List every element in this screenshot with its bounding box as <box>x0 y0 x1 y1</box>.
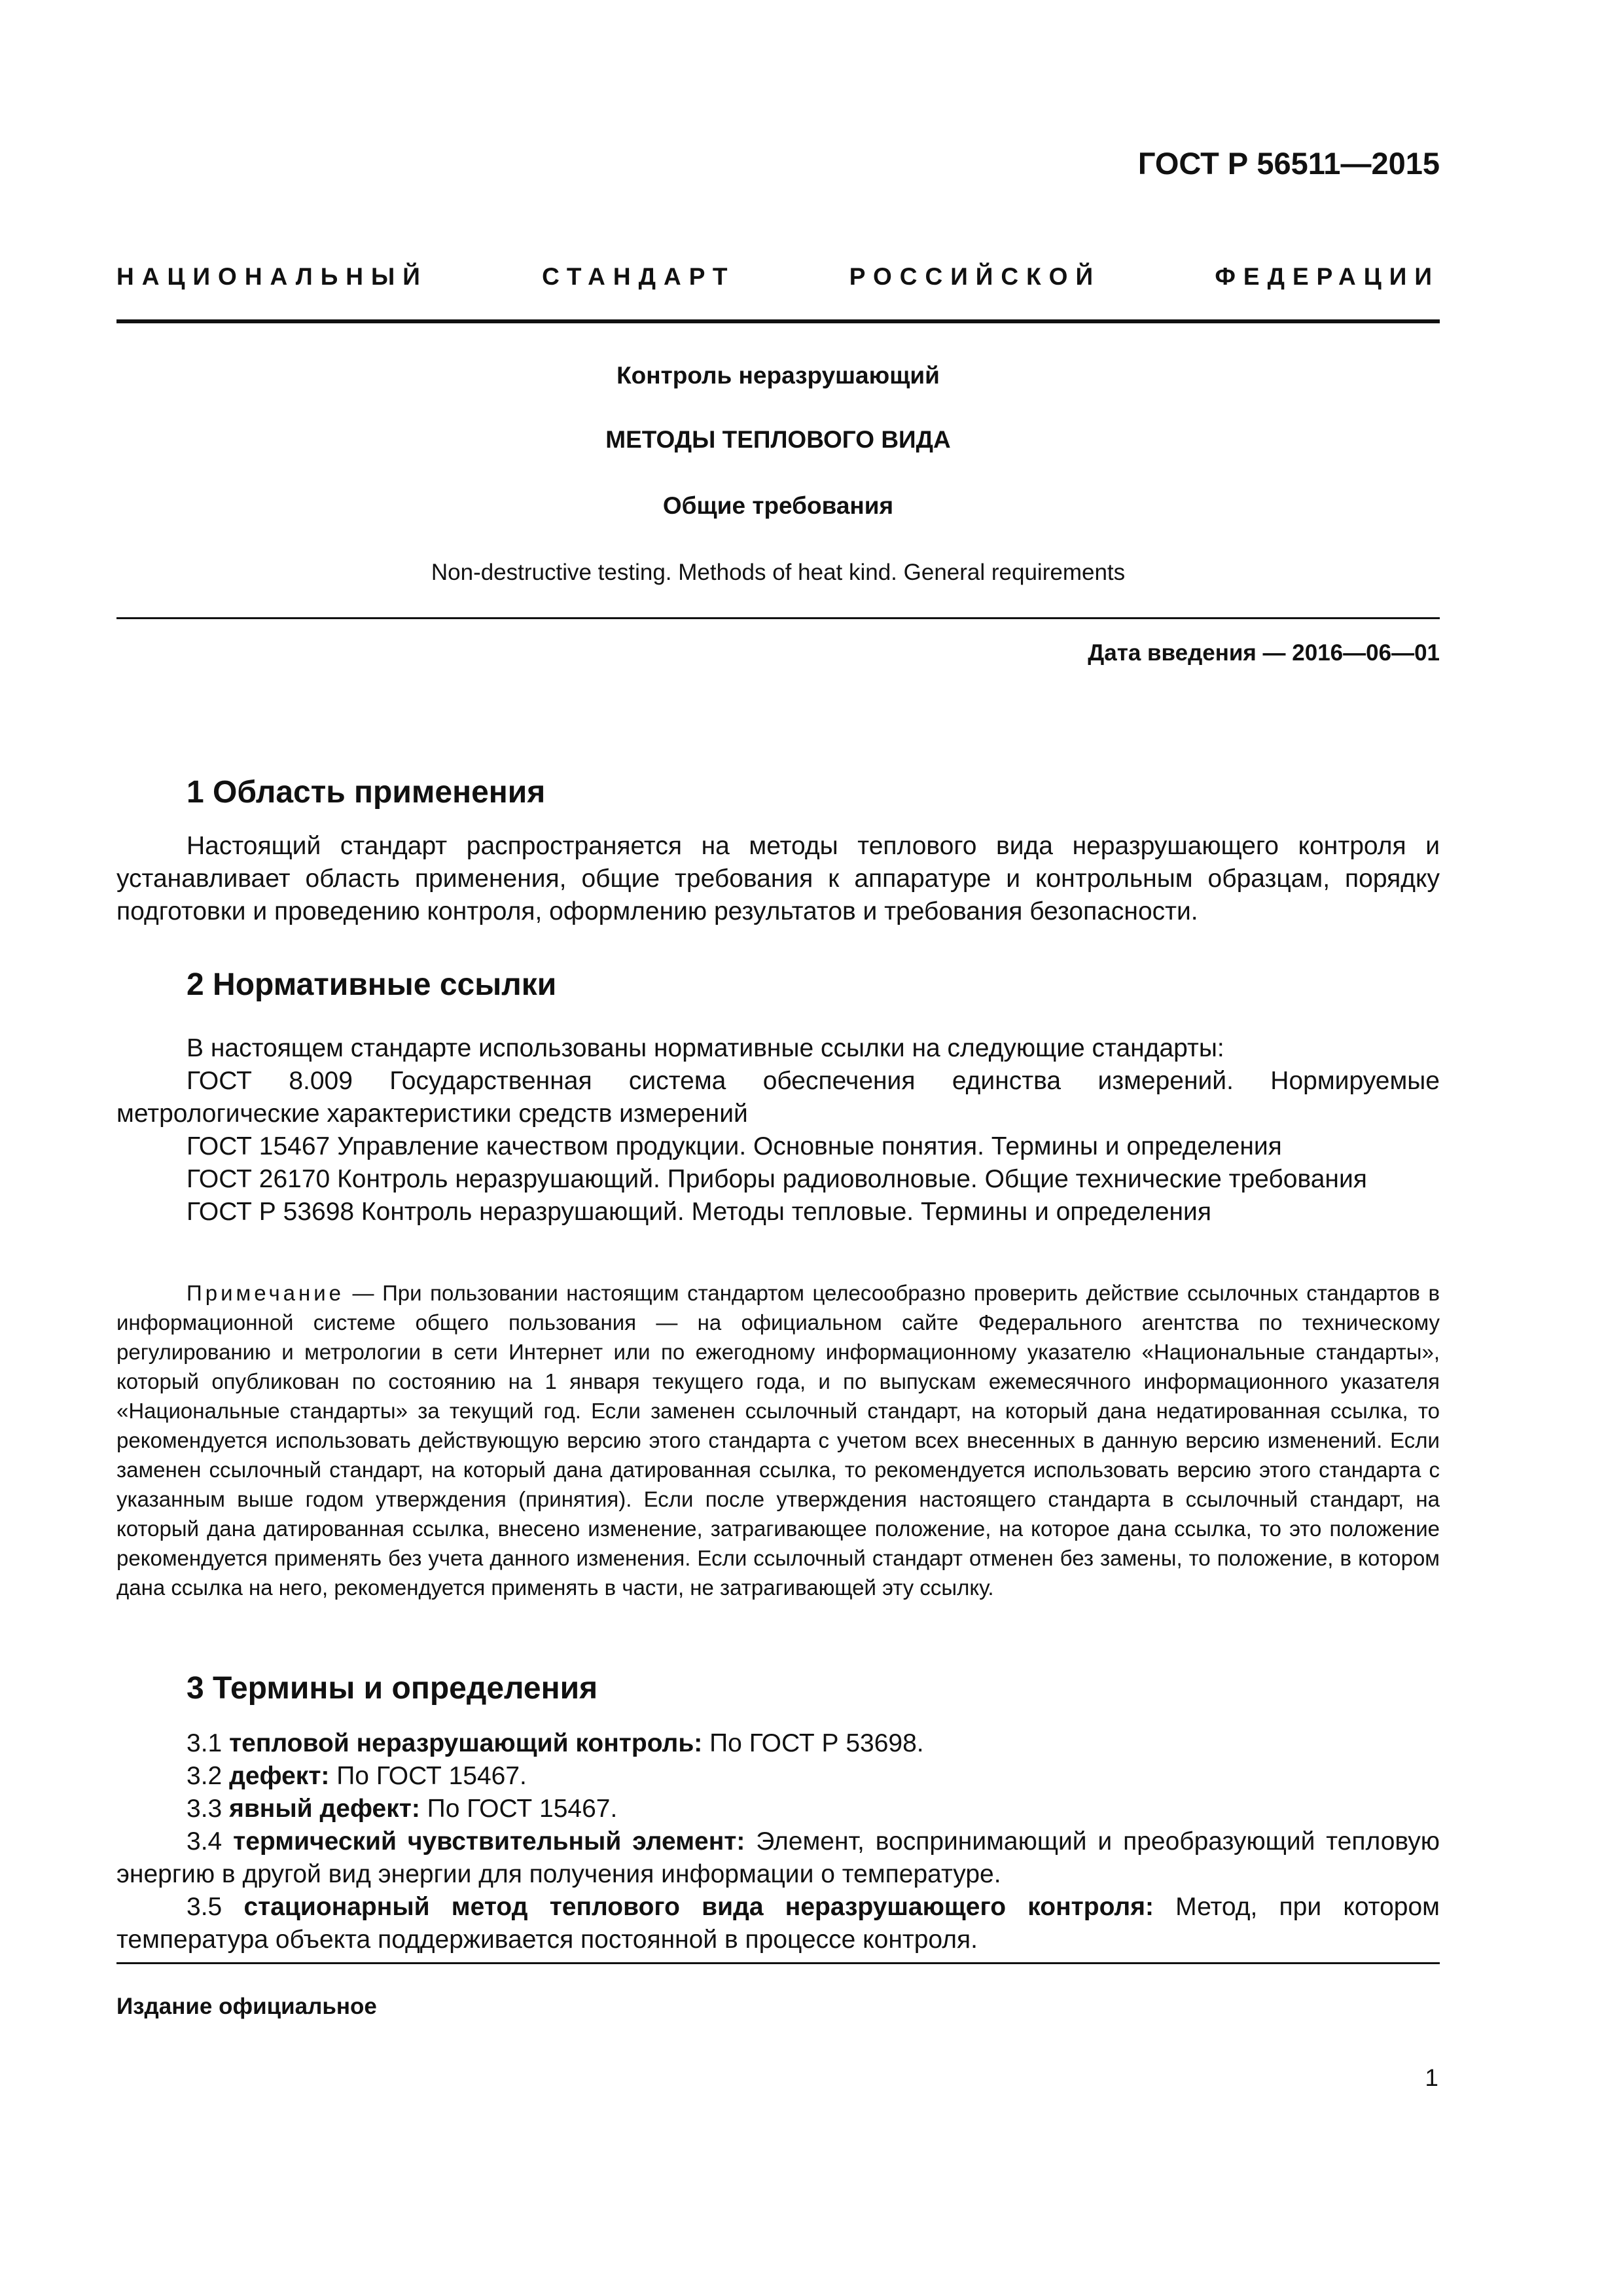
introduction-date: Дата введения — 2016—06—01 <box>1088 640 1440 666</box>
section-2-references <box>116 1032 1440 1229</box>
term-number: 3.2 <box>187 1762 223 1790</box>
term-definition: Элемент, воспринимающий и преобразующий тепловую энергию в другой вид энергии для получения информации о температуре. <box>116 1827 1440 1888</box>
term-name: явный дефект: <box>229 1795 420 1823</box>
footer-rule <box>116 1962 1440 1964</box>
reference-item: ГОСТ 15467 Управление качеством продукции. Основные понятия. Термины и определения <box>187 1132 1282 1160</box>
term-entry <box>116 1760 1440 1793</box>
section-3-heading: 3 Термины и определения <box>187 1671 598 1706</box>
term-number: 3.3 <box>187 1795 223 1823</box>
term-number: 3.1 <box>187 1729 223 1757</box>
title-line-2: МЕТОДЫ ТЕПЛОВОГО ВИДА <box>605 426 951 453</box>
section-2-heading: 2 Нормативные ссылки <box>187 967 557 1002</box>
term-definition: Метод, при котором температура объекта поддерживается постоянной в процессе контроля. <box>116 1893 1440 1954</box>
reference-item: ГОСТ 26170 Контроль неразрушающий. Приборы радиоволновые. Общие технические требования <box>187 1165 1367 1193</box>
title-line-1: Контроль неразрушающий <box>616 362 940 389</box>
section-1-text <box>116 830 1440 928</box>
section-3-terms <box>116 1727 1440 1956</box>
reference-item: ГОСТ Р 53698 Контроль неразрушающий. Методы тепловые. Термины и определения <box>187 1198 1211 1226</box>
title-line-3: Общие требования <box>662 492 894 519</box>
references-note <box>116 1278 1440 1602</box>
references-lead: В настоящем стандарте использованы нормативные ссылки на следующие стандарты: <box>187 1034 1224 1062</box>
term-number: 3.5 <box>187 1893 223 1921</box>
page-number: 1 <box>1425 2064 1438 2091</box>
term-name: термический чувствительный элемент: <box>233 1827 745 1856</box>
term-name: дефект: <box>229 1762 330 1790</box>
term-definition: По ГОСТ 15467. <box>329 1762 527 1790</box>
term-entry <box>116 1793 1440 1825</box>
section-1-heading: 1 Область применения <box>187 775 546 810</box>
term-name: стационарный метод теплового вида неразрушающего контроля: <box>243 1893 1154 1921</box>
note-text: — При пользовании настоящим стандартом целесообразно проверить действие ссылочных стандартов в информационной системе общего пользования — на официальном сайте Федерального агентства по техническому регулированию и метрологии в сети Интернет или по ежегодному информационному указателю «Национальные стандарты», который опубликован по состоянию на 1 января текущего года, и по выпускам ежемесячного информационного указателя «Национальные стандарты» за текущий год. Если заменен ссылочный стандарт, на который дана недатированная ссылка, то рекомендуется использовать действующую версию этого стандарта с учетом всех внесенных в данную версию изменений. Если заменен ссылочный стандарт, на который дана датированная ссылка, то рекомендуется использовать версию этого стандарта с указанным выше годом утверждения (принятия). Если после утверждения настоящего стандарта в ссылочный стандарт, на который дана датированная ссылка, внесено изменение, затрагивающее положение, на которое дана ссылка, то это положение рекомендуется применять без учета данного изменения. Если ссылочный стандарт отменен без замены, то положение, в котором дана ссылка на него, рекомендуется применять в части, не затрагивающей эту ссылку. <box>116 1281 1440 1600</box>
term-entry <box>116 1727 1440 1760</box>
term-entry <box>116 1825 1440 1891</box>
edition-label: Издание официальное <box>116 1994 377 2019</box>
term-entry <box>116 1891 1440 1956</box>
title-rule <box>116 617 1440 619</box>
note-label: Примечание <box>187 1281 345 1305</box>
term-definition: По ГОСТ Р 53698. <box>702 1729 924 1757</box>
title-english: Non-destructive testing. Methods of heat kind. General requirements <box>431 560 1126 585</box>
term-definition: По ГОСТ 15467. <box>419 1795 618 1823</box>
term-number: 3.4 <box>187 1827 223 1856</box>
header-rule <box>116 319 1440 323</box>
reference-item: ГОСТ 8.009 Государственная система обеспечения единства измерений. Нормируемые метрологические характеристики средств измерений <box>116 1067 1440 1128</box>
term-name: тепловой неразрушающий контроль: <box>229 1729 703 1757</box>
national-standard-banner: НАЦИОНАЛЬНЫЙ СТАНДАРТ РОССИЙСКОЙ ФЕДЕРАЦИИ <box>116 263 1440 290</box>
document-number: ГОСТ Р 56511—2015 <box>1137 146 1440 181</box>
section-1-paragraph: Настоящий стандарт распространяется на методы теплового вида неразрушающего контроля и устанавливает область применения, общие требования к аппаратуре и контрольным образцам, порядку подготовки и проведению контроля, оформлению результатов и требования безопасности. <box>116 832 1440 925</box>
